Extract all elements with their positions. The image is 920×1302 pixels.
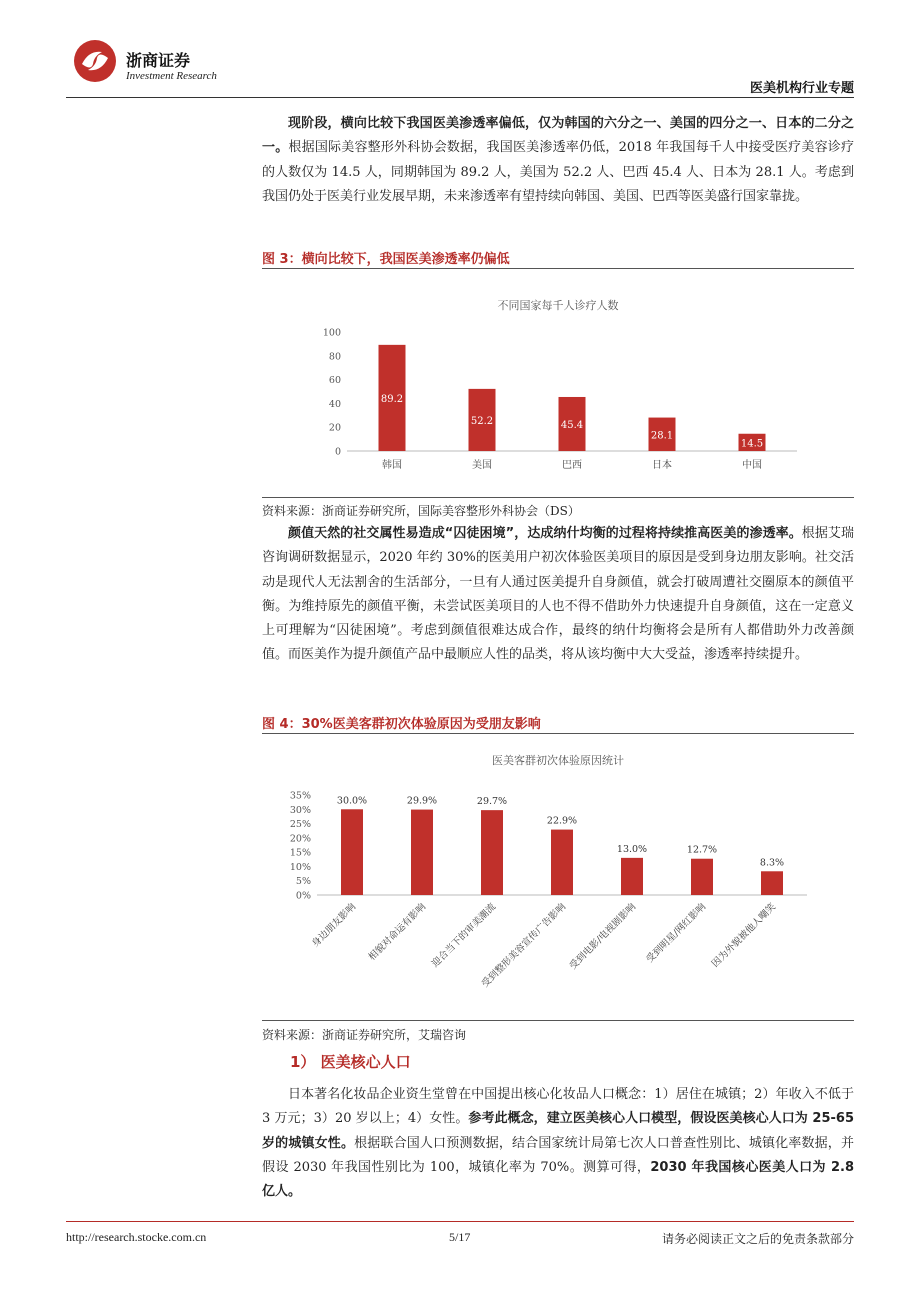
bar [691, 859, 713, 895]
x-tick-label: 美国 [472, 460, 492, 471]
data-label: 29.7% [476, 796, 508, 808]
y-tick-label: 60 [328, 375, 341, 387]
paragraph-lead: 现阶段，横向比较下我国医美渗透率偏低，仅为韩国的六分之一、美国的四分之一、日本的二分之一。 [262, 116, 854, 156]
report-topic: 医美机构行业专题 [749, 81, 854, 96]
y-tick-label: 40 [328, 398, 341, 410]
x-tick-label: 受到电影/电视剧影响 [567, 901, 639, 972]
figure-3-top-rule [262, 268, 854, 269]
company-logo-icon [72, 38, 118, 84]
paragraph-body: 根据联合国人口预测数据，结合国家统计局第七次人口普查性别比、城镇化率数据，并假设 2030 年我国性别比为 100，城镇化率为 70%。测算可得， [262, 1135, 854, 1175]
paragraph-core-population [262, 1083, 854, 1204]
paragraph-prisoners-dilemma [262, 522, 854, 668]
data-label: 30.0% [336, 795, 368, 807]
company-name: 浙商证券 [126, 51, 191, 70]
data-label: 89.2 [380, 393, 404, 405]
paragraph-body: 根据艾瑞咨询调研数据显示，2020 年约 30%的医美用户初次体验医美项目的原因是受到身边朋友影响。社交活动是现代人无法割舍的生活部分，一旦有人通过医美提升自身颜值，就会打破周遭社交圈原本的颜值平衡。为维持原先的颜值平衡，未尝试医美项目的人也不得不借助外力快速提升自身颜值，这在一定意义上可理解为“囚徒困境”。考虑到颜值很难达成合作，最终的纳什均衡将会是所有人都借助外力改善颜值。而医美作为提升颜值产品中最顺应人性的品类，将从该均衡中大大受益，渗透率持续提升。 [262, 526, 854, 663]
chart-title: 不同国家每千人诊疗人数 [497, 299, 619, 312]
data-label: 8.3% [759, 857, 785, 869]
x-tick-label: 韩国 [382, 460, 402, 471]
bar [341, 809, 363, 895]
header-divider [66, 97, 854, 98]
footer-disclaimer: 请务必阅读正文之后的免责条款部分 [661, 1232, 854, 1246]
section-heading: 1） 医美核心人口 [290, 1053, 411, 1071]
data-label: 29.9% [406, 795, 438, 807]
bar [761, 871, 783, 895]
figure-3-source: 资料来源：浙商证券研究所，国际美容整形外科协会（DS） [262, 504, 580, 518]
footer-url[interactable]: http://research.stocke.com.cn [66, 1230, 207, 1244]
bar [621, 858, 643, 895]
chart-first-experience-svg [262, 738, 854, 1018]
figure-3-bottom-rule [262, 497, 854, 498]
paragraph-emphasis: 2030 年我国核心医美人口为 2.8 亿人。 [262, 1159, 854, 1200]
figure-4-chart [262, 738, 854, 1018]
data-label: 12.7% [686, 844, 718, 856]
data-label: 45.4 [560, 419, 584, 431]
footer-divider [66, 1221, 854, 1222]
y-tick-label: 35% [289, 790, 311, 802]
figure-4-bottom-rule [262, 1020, 854, 1021]
figure-4-top-rule [262, 733, 854, 734]
y-tick-label: 30% [289, 804, 311, 816]
data-label: 28.1 [650, 430, 674, 442]
bar [411, 810, 433, 895]
x-tick-label: 相貌对命运有影响 [366, 901, 429, 963]
x-tick-label: 受到明星/网红影响 [644, 901, 709, 966]
figure-3-chart [262, 272, 854, 494]
bar [481, 810, 503, 895]
chart-penetration-svg [262, 272, 854, 494]
chart-title: 医美客群初次体验原因统计 [492, 754, 624, 767]
bar [551, 830, 573, 895]
x-tick-label: 身边朋友影响 [310, 901, 359, 950]
data-label: 22.9% [546, 815, 578, 827]
data-label: 52.2 [470, 415, 494, 427]
y-tick-label: 80 [328, 351, 341, 363]
y-tick-label: 20 [328, 422, 341, 434]
page-number: 5/17 [449, 1230, 471, 1244]
figure-3-title: 图 3：横向比较下，我国医美渗透率仍偏低 [262, 252, 510, 267]
y-tick-label: 15% [289, 847, 311, 859]
figure-4-title: 图 4：30%医美客群初次体验原因为受朋友影响 [262, 717, 541, 732]
data-label: 13.0% [616, 843, 648, 855]
y-tick-label: 20% [289, 833, 311, 845]
paragraph-body: 日本著名化妆品企业资生堂曾在中国提出核心化妆品人口概念：1）居住在城镇；2）年收入不低于 3 万元；3）20 岁以上；4）女性。 [262, 1087, 854, 1127]
company-tagline: Investment Research [126, 70, 217, 82]
paragraph-penetration [262, 112, 854, 209]
y-tick-label: 10% [289, 861, 311, 873]
x-tick-label: 因为外貌被他人嘲笑 [709, 901, 779, 970]
y-tick-label: 0% [295, 890, 311, 902]
x-tick-label: 迎合当下的审美潮流 [429, 901, 499, 970]
paragraph-emphasis: 参考此概念，建立医美核心人口模型，假设医美核心人口为 25-65 岁的城镇女性。 [262, 1111, 855, 1151]
x-tick-label: 巴西 [562, 460, 582, 471]
y-tick-label: 25% [289, 819, 311, 831]
figure-4-source: 资料来源：浙商证券研究所，艾瑞咨询 [262, 1028, 467, 1042]
x-tick-label: 中国 [742, 460, 762, 471]
y-tick-label: 100 [322, 327, 341, 339]
data-label: 14.5 [740, 438, 764, 450]
x-tick-label: 日本 [652, 460, 672, 471]
paragraph-lead: 颜值天然的社交属性易造成“囚徒困境”，达成纳什均衡的过程将持续推高医美的渗透率。 [288, 526, 802, 541]
paragraph-body: 根据国际美容整形外科协会数据，我国医美渗透率仍低，2018 年我国每千人中接受医疗美容诊疗的人数仅为 14.5 人，同期韩国为 89.2 人，美国为 52.2 人、巴西 45.4 人、日本为 28.1 人。考虑到我国仍处于医美行业发展早期，未来渗透率有望持续向韩国、美国、巴西等医美盛行国家靠拢。 [262, 140, 854, 204]
y-tick-label: 0 [334, 446, 341, 458]
y-tick-label: 5% [295, 876, 311, 888]
x-tick-label: 受到整形美容宣传广告影响 [479, 901, 569, 990]
